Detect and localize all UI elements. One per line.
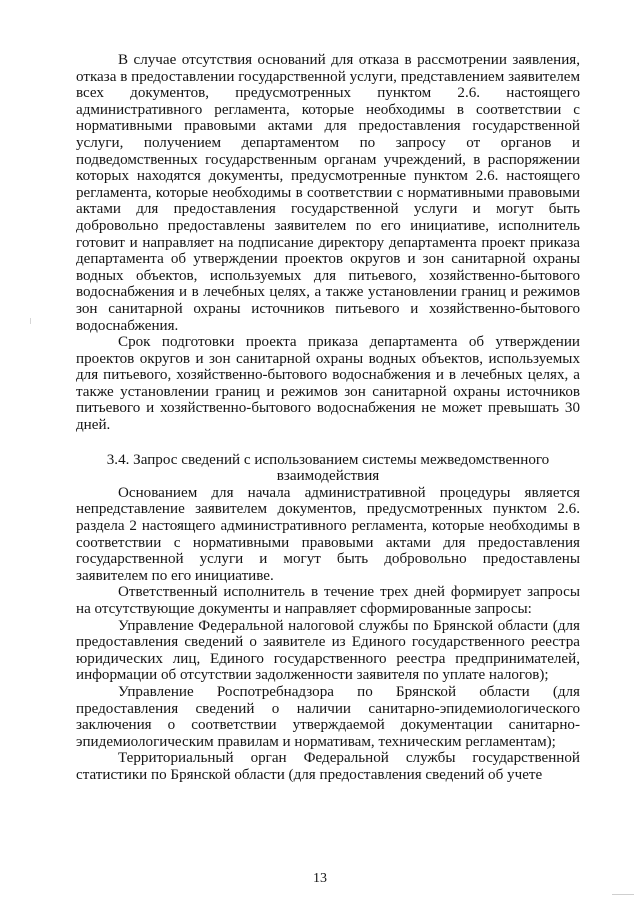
paragraph-grounds: Основанием для начала административной процедуры является непредставление заявителем документов, предусмотренных пунктом 2.6. раздела 2 настоящего административного регламента, которые необходимы в соответствии с нормативными правовыми актами для предоставления государственной услуги и могут быть добровольно предоставлены заявителем по его инициативе. (76, 484, 580, 584)
paragraph-statistics: Территориальный орган Федеральной службы государственной статистики по Брянской области (для предоставления сведений об учете (76, 750, 580, 783)
paragraph-deadline: Срок подготовки проекта приказа департамента об утверждении проектов округов и зон санитарной охраны водных объектов, используемых для питьевого, хозяйственно-бытового водоснабжения и в лечебных целях, а также установлении границ и режимов зон санитарной охраны источников питьевого и хозяйственно-бытового водоснабжения не может превышать 30 дней. (76, 334, 580, 434)
page-number: 13 (313, 871, 327, 886)
scan-artifact (30, 318, 31, 324)
paragraph-consideration: В случае отсутствия оснований для отказа в рассмотрении заявления, отказа в предоставлении государственной услуги, представлением заявителем всех документов, предусмотренных пунктом 2.6. настоящего административного регламента, которые необходимы в соответствии с нормативными правовыми актами для предоставления государственной услуги, получением департаментом по запросу от органов и подведомственных государственным органам учреждений, в распоряжении которых находятся документы, предусмотренные пунктом 2.6. настоящего регламента, которые необходимы в соответствии с нормативными правовыми актами для предоставления государственной услуги и могут быть добровольно предоставлены заявителем по его инициативе, исполнитель готовит и направляет на подписание директору департамента проект приказа департамента об утверждении проектов округов и зон санитарной охраны водных объектов, используемых для питьевого, хозяйственно-бытового водоснабжения и в лечебных целях, а также установлении границ и режимов зон санитарной охраны источников питьевого и хозяйственно-бытового водоснабжения. (76, 52, 580, 334)
document-body (76, 52, 580, 784)
section-heading: 3.4. Запрос сведений с использованием системы межведомственного взаимодействия (106, 451, 550, 485)
paragraph-requests: Ответственный исполнитель в течение трех дней формирует запросы на отсутствующие документы и направляет сформированные запросы: (76, 584, 580, 617)
paragraph-rospotrebnadzor: Управление Роспотребнадзора по Брянской области (для предоставления сведений о наличии санитарно-эпидемиологического заключения о соответствии утверждаемой документации санитарно-эпидемиологическим правилам и нормативам, техническим регламентам); (76, 683, 580, 750)
paragraph-tax-service: Управление Федеральной налоговой службы по Брянской области (для предоставления сведений о заявителе из Единого государственного реестра юридических лиц, Единого государственного реестра предпринимателей, информации об отсутствии задолженности заявителя по уплате налогов); (76, 617, 580, 684)
scan-artifact-corner (612, 894, 634, 895)
